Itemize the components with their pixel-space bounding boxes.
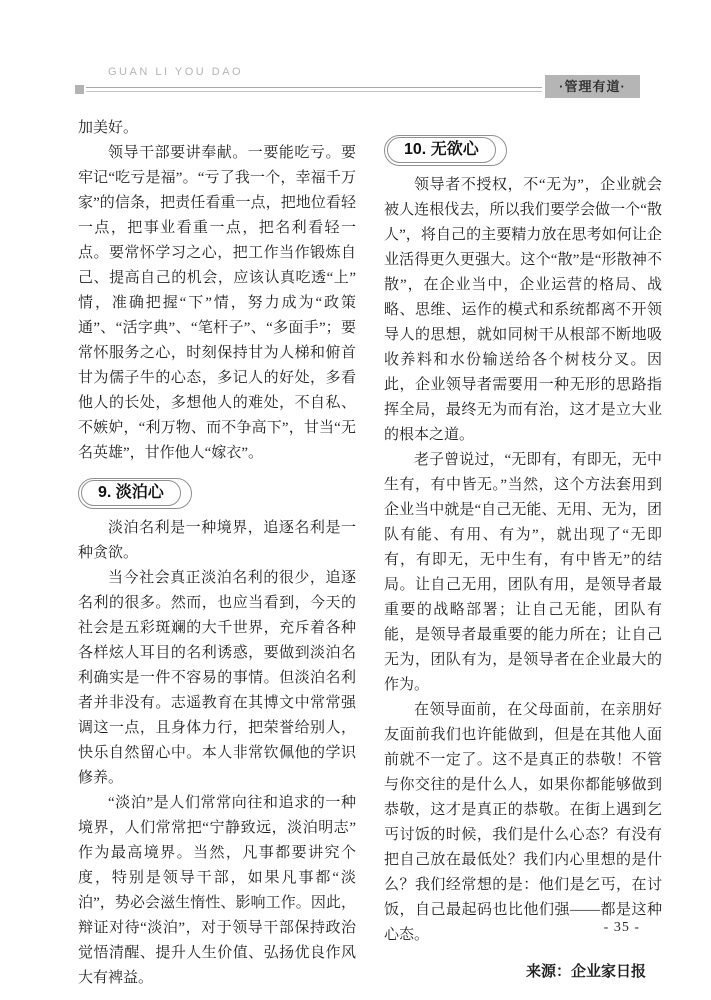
paragraph: 老子曾说过，“无即有，有即无，无中生有，有中皆无。”当然，这个方法套用到企业当中就是“自己无能、无用、无为，团队有能、有用、有为”，就出现了“无即有，有即无，无中生有，有中皆无”的结局。让自己无用，团队有用，是领导者最重要的战略部署；让自己无能，团队有能，是领导者最重要的能力所在；让自己无为，团队有为，是领导者在企业最大的作为。 [384, 452, 662, 693]
section-badge: ·管理有道· [545, 75, 640, 98]
paragraph: 淡泊名利是一种境界，追逐名利是一种贪欲。 [78, 520, 356, 561]
section-heading-9 [78, 478, 356, 508]
header-pinyin-title: GUAN LI YOU DAO [108, 66, 244, 78]
source-attribution: 来源：企业家日报 [525, 964, 646, 980]
paragraph: 领导者不授权，不“无为”，企业就会被人连根伐去，所以我们要学会做一个“散人”，将自己的主要精力放在思考如何让企业活得更久更强大。这个“散”是“形散神不散”，在企业当中，企业运营的格局、战略、思维、运作的模式和系统都离不开领导人的思想，就如同树干从根部不断地吸收养料和水份输送给各个树枝分叉。因此，企业领导者需要用一种无形的思路指挥全局，最终无为而有治，这才是立大业的根本之道。 [384, 177, 662, 443]
heading-pill-outline [78, 478, 192, 509]
paragraph: 当今社会真正淡泊名利的很少，追逐名利的很多。然而，也应当看到，今天的社会是五彩斑斓的大千世界，充斥着各种各样炫人耳目的名利诱惑，要做到淡泊名利确实是一件不容易的事情。但淡泊名利者并非没有。志遥教育在其博文中常常强调这一点，且身体力行，把荣誉给别人，快乐自然留心中。本人非常钦佩他的学识修养。 [78, 570, 356, 786]
heading-label: 9. 淡泊心 [81, 480, 181, 506]
left-column [78, 116, 356, 991]
header-rule [86, 87, 542, 92]
paragraph: 领导干部要讲奉献。一要能吃亏。要牢记“吃亏是福”。“亏了我一个，幸福千万家”的信条，把责任看重一点，把地位看轻一点，把事业看重一点，把名利看轻一点。要常怀学习之心，把工作当作锻炼自己、提高自己的机会，应该认真吃透“上”情，准确把握“下”情，努力成为“政策通”、“活字典”、“笔杆子”、“多面手”；要常怀服务之心，时刻保持甘为人梯和俯首甘为儒子牛的心态，多记人的好处，多看他人的长处，多想他人的难处，不自私、不嫉妒，“利万物、而不争高下”，甘当“无名英雄”，甘作他人“嫁衣”。 [78, 145, 356, 461]
heading-pill-outline [384, 135, 507, 166]
paragraph: “淡泊”是人们常常向往和追求的一种境界，人们常常把“宁静致远，淡泊明志”作为最高境界。当然，凡事都要讲究个度，特别是领导干部，如果凡事都“淡泊”，势必会滋生惰性、影响工作。因此，辩证对待“淡泊”，对于领导干部保持政治觉悟清醒、提升人生价值、弘扬优良作风大有裨益。 [78, 795, 356, 986]
page-number: - 35 - [603, 920, 640, 935]
paragraph: 在领导面前，在父母面前，在亲朋好友面前我们也许能做到，但是在其他人面前就不一定了。这不是真正的恭敬！不管与你交往的是什么人，如果你都能够做到恭敬，这才是真正的恭敬。在街上遇到乞丐讨饭的时候，我们是什么心态？有没有把自己放在最低处？我们内心里想的是什么？我们经常想的是：他们是乞丐，在讨饭，自己最起码也比他们强——都是这种心态。 [384, 702, 662, 943]
header-square-mark [75, 85, 84, 94]
paragraph: 加美好。 [78, 120, 139, 136]
heading-label: 10. 无欲心 [387, 137, 496, 163]
right-column [384, 135, 662, 985]
section-heading-10 [384, 135, 662, 165]
